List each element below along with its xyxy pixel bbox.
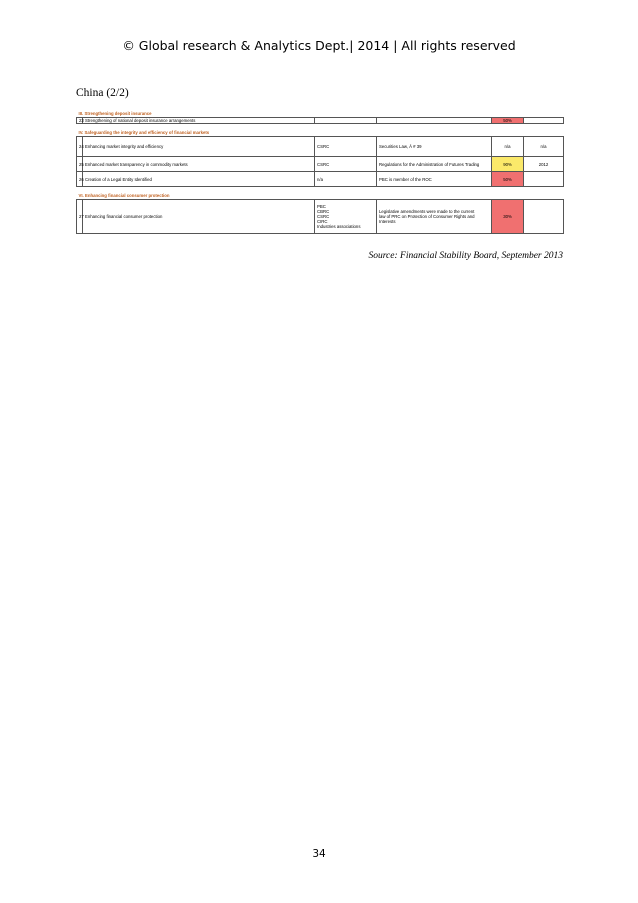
row-action: Securities Law, Â # 39 [377, 137, 492, 157]
row-description: Enhancing market integrity and efficiency [83, 137, 315, 157]
status-badge: n/a [492, 137, 524, 157]
row-agency: CSRC [315, 137, 377, 157]
row-date [524, 172, 564, 187]
table-row [77, 157, 564, 172]
section-label: III. Strengthening deposit insurance [78, 111, 152, 116]
row-agency [315, 200, 377, 234]
status-badge: 30% [492, 200, 524, 234]
row-date: 2012 [524, 157, 564, 172]
row-description: Strengthening of national deposit insurance arrangements [83, 118, 315, 124]
row-number: 27 [77, 200, 83, 234]
agency-line: PBC [317, 204, 326, 209]
row-number: 23 [77, 118, 83, 124]
row-number: 25 [77, 157, 83, 172]
agency-line: CIRC [317, 219, 328, 224]
row-number: 26 [77, 172, 83, 187]
action-line: law of PRC on Protection of Consumer Rights and [379, 214, 475, 219]
page-number: 34 [312, 848, 326, 860]
section-label: IV. Safeguarding the integrity and efficiency of financial markets [78, 130, 210, 135]
row-agency: CSRC [315, 157, 377, 172]
section-label: VI. Enhancing financial consumer protection [78, 193, 170, 198]
status-badge: 90% [492, 157, 524, 172]
agency-line: CSRC [317, 214, 330, 219]
row-date [524, 200, 564, 234]
row-date: n/a [524, 137, 564, 157]
action-line: Interests [379, 219, 396, 224]
page-header: © Global research & Analytics Dept.| 2014 | All rights reserved [122, 38, 516, 53]
row-number: 24 [77, 137, 83, 157]
section-title: China (2/2) [76, 87, 129, 99]
row-description: Creation of a Legal Entity Identified [83, 172, 315, 187]
agency-line: Industries associations [317, 224, 361, 229]
regulation-table [76, 110, 564, 234]
row-action: Regulations for the Administration of Futures Trading [377, 157, 492, 172]
row-description: Enhancing financial consumer protection [83, 200, 315, 234]
section-row [77, 129, 564, 137]
table-row [77, 137, 564, 157]
row-description: Enhanced market transparency in commodity markets [83, 157, 315, 172]
status-badge: 50% [492, 172, 524, 187]
table-row [77, 172, 564, 187]
section-row [77, 192, 564, 200]
action-line: Legislative amendments were made to the current [379, 209, 475, 214]
status-badge: 50% [492, 118, 524, 124]
source-caption: Source: Financial Stability Board, September 2013 [368, 251, 563, 261]
table-row [77, 200, 564, 234]
agency-line: CBRC [317, 209, 330, 214]
row-action: PBC is member of the ROC [377, 172, 492, 187]
row-agency: n/a [315, 172, 377, 187]
row-action [377, 200, 492, 234]
section-row [77, 110, 564, 118]
